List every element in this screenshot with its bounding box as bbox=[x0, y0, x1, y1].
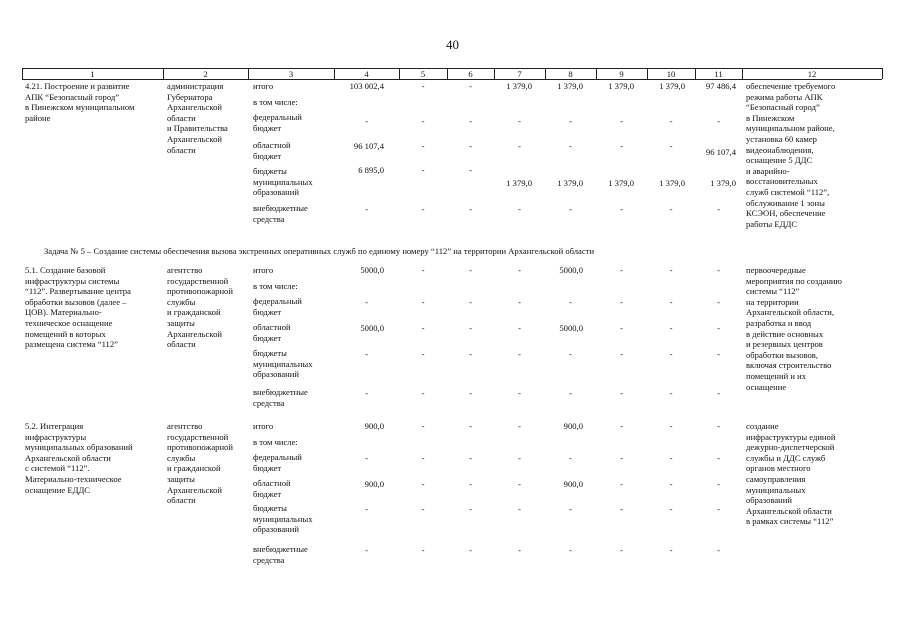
source-incl-label: в том числе: bbox=[253, 437, 298, 447]
source-federal-label: федеральный bbox=[253, 296, 302, 306]
value-cell: - bbox=[421, 141, 425, 151]
value-cell: 900,0 bbox=[563, 421, 583, 431]
executor-name: и гражданской bbox=[167, 307, 221, 318]
value-cell: - bbox=[669, 349, 673, 359]
value-cell: - bbox=[421, 453, 425, 463]
value-cell: - bbox=[569, 504, 572, 514]
value-cell: - bbox=[365, 349, 368, 359]
value-cell: 900,0 bbox=[364, 421, 384, 431]
value-cell: - bbox=[469, 323, 472, 333]
expected-result: разработка и ввод bbox=[746, 318, 812, 328]
value-cell: - bbox=[518, 204, 521, 214]
activity-name: обработки вызовов (далее – bbox=[25, 296, 127, 307]
value-cell: - bbox=[569, 545, 572, 555]
value-cell: - bbox=[421, 204, 425, 214]
value-cell: 1 379,0 bbox=[710, 178, 736, 188]
expected-result: обслуживание 1 зоны bbox=[746, 197, 825, 208]
value-cell: - bbox=[717, 504, 720, 514]
value-cell: - bbox=[569, 297, 572, 307]
value-cell: - bbox=[717, 349, 720, 359]
source-extra-label: внебюджетные bbox=[253, 203, 308, 213]
source-regional-label: областной bbox=[253, 140, 291, 150]
executor-name: агентство bbox=[167, 265, 203, 275]
value-cell: - bbox=[469, 165, 472, 175]
expected-result: муниципальном районе, bbox=[746, 123, 835, 134]
executor-name: государственной bbox=[167, 431, 229, 442]
value-cell: - bbox=[469, 421, 472, 431]
value-cell: - bbox=[421, 165, 425, 175]
value-cell: - bbox=[518, 116, 521, 126]
value-cell: 103 002,4 bbox=[349, 81, 384, 91]
executor-name: и гражданской bbox=[167, 463, 221, 474]
executor-name: защиты bbox=[167, 318, 195, 328]
value-cell: - bbox=[569, 388, 572, 398]
executor-name: противопожарной bbox=[167, 286, 233, 297]
expected-result: “Безопасный город” bbox=[746, 102, 820, 113]
value-cell: - bbox=[365, 504, 368, 514]
value-cell: - bbox=[469, 116, 472, 126]
activity-name: 5.1. Создание базовой bbox=[25, 265, 106, 275]
source-regional-label: бюджет bbox=[253, 332, 282, 343]
source-extra-label: внебюджетные bbox=[253, 387, 308, 397]
value-cell: - bbox=[421, 349, 425, 359]
activity-name: с системой “112”. bbox=[25, 463, 90, 474]
value-cell: - bbox=[469, 504, 472, 514]
value-cell: - bbox=[620, 349, 623, 359]
value-cell: - bbox=[620, 204, 623, 214]
value-cell: - bbox=[669, 479, 673, 489]
value-cell: - bbox=[421, 504, 425, 514]
column-number: 8 bbox=[568, 69, 573, 79]
column-number: 7 bbox=[517, 69, 522, 79]
executor-name: области bbox=[167, 495, 196, 506]
executor-name: Губернатора bbox=[167, 91, 213, 102]
value-cell: - bbox=[469, 265, 472, 275]
source-total-label: итого bbox=[253, 265, 274, 275]
value-cell: - bbox=[717, 204, 720, 214]
expected-result: оснащение 5 ДДС bbox=[746, 155, 813, 166]
value-cell: 1 379,0 bbox=[506, 178, 532, 188]
value-cell: 96 107,4 bbox=[705, 147, 736, 157]
value-cell: 900,0 bbox=[364, 479, 384, 489]
expected-result: Архангельской области, bbox=[746, 307, 835, 318]
expected-result: работы ЕДДС bbox=[746, 218, 798, 229]
value-cell: - bbox=[717, 265, 720, 275]
source-municipal-label: образований bbox=[253, 187, 299, 198]
value-cell: - bbox=[620, 453, 623, 463]
value-cell: - bbox=[469, 297, 472, 307]
activity-name: техническое оснащение bbox=[25, 318, 113, 328]
value-cell: - bbox=[518, 265, 521, 275]
value-cell: - bbox=[620, 297, 623, 307]
source-regional-label: бюджет bbox=[253, 488, 282, 499]
value-cell: - bbox=[669, 453, 673, 463]
expected-result: восстановительных bbox=[746, 176, 818, 187]
value-cell: - bbox=[421, 479, 425, 489]
executor-name: области bbox=[167, 339, 196, 350]
value-cell: 1 379,0 bbox=[608, 178, 634, 188]
source-regional-label: областной bbox=[253, 478, 291, 488]
column-number: 10 bbox=[666, 69, 676, 79]
value-cell: - bbox=[518, 421, 521, 431]
value-cell: - bbox=[717, 479, 720, 489]
expected-result: в рамках системы “112” bbox=[746, 516, 834, 527]
value-cell: - bbox=[421, 116, 425, 126]
activity-name: Архангельской области bbox=[25, 452, 111, 463]
source-municipal-label: муниципальных bbox=[253, 358, 313, 369]
value-cell: - bbox=[620, 479, 623, 489]
source-regional-label: областной bbox=[253, 322, 291, 332]
value-cell: 5000,0 bbox=[559, 323, 583, 333]
value-cell: 96 107,4 bbox=[353, 141, 384, 151]
expected-result: оснащение bbox=[746, 381, 787, 392]
expected-result: обеспечение требуемого bbox=[746, 81, 836, 91]
activity-name: инфраструктуры bbox=[25, 431, 87, 442]
column-number: 12 bbox=[807, 69, 817, 79]
value-cell: 900,0 bbox=[563, 479, 583, 489]
value-cell: - bbox=[569, 204, 572, 214]
value-cell: - bbox=[669, 141, 673, 151]
expected-result: муниципальных bbox=[746, 484, 806, 495]
value-cell: - bbox=[669, 297, 673, 307]
value-cell: 1 379,0 bbox=[659, 178, 685, 188]
expected-result: на территории bbox=[746, 296, 799, 307]
column-number: 4 bbox=[364, 69, 369, 79]
source-municipal-label: бюджеты bbox=[253, 503, 287, 513]
value-cell: - bbox=[518, 141, 521, 151]
expected-result: образований bbox=[746, 495, 792, 506]
source-total-label: итого bbox=[253, 421, 274, 431]
executor-name: противопожарной bbox=[167, 442, 233, 453]
source-extra-label: средства bbox=[253, 397, 285, 408]
value-cell: - bbox=[469, 141, 472, 151]
executor-name: и Правительства bbox=[167, 123, 228, 134]
expected-result: в действие основных bbox=[746, 328, 824, 339]
value-cell: - bbox=[669, 504, 673, 514]
expected-result: обработки вызовов, bbox=[746, 349, 818, 360]
value-cell: - bbox=[469, 349, 472, 359]
executor-name: области bbox=[167, 112, 196, 123]
activity-name: размещена система “112” bbox=[25, 339, 118, 350]
value-cell: - bbox=[620, 323, 623, 333]
column-number: 11 bbox=[714, 69, 723, 79]
value-cell: - bbox=[518, 349, 521, 359]
value-cell: - bbox=[469, 388, 472, 398]
executor-name: Архангельской bbox=[167, 134, 222, 144]
value-cell: - bbox=[421, 81, 425, 91]
executor-name: службы bbox=[167, 452, 196, 463]
source-extra-label: внебюджетные bbox=[253, 544, 308, 554]
activity-name: в Пинежском муниципальном bbox=[25, 102, 135, 113]
executor-name: Архангельской bbox=[167, 328, 222, 339]
executor-name: области bbox=[167, 144, 196, 155]
expected-result: и резервных центров bbox=[746, 339, 823, 350]
value-cell: - bbox=[569, 116, 572, 126]
value-cell: - bbox=[518, 323, 521, 333]
expected-result: самоуправления bbox=[746, 474, 806, 484]
value-cell: - bbox=[469, 81, 472, 91]
expected-result: включая строительство bbox=[746, 360, 832, 371]
column-number: 6 bbox=[468, 69, 473, 79]
activity-name: муниципальных образований bbox=[25, 442, 133, 453]
expected-result: органов местного bbox=[746, 463, 811, 474]
source-extra-label: средства bbox=[253, 554, 285, 565]
column-number: 2 bbox=[203, 69, 208, 79]
value-cell: - bbox=[518, 297, 521, 307]
value-cell: - bbox=[518, 479, 521, 489]
value-cell: - bbox=[469, 204, 472, 214]
activity-name: АПК “Безопасный город” bbox=[25, 91, 120, 102]
value-cell: - bbox=[421, 323, 425, 333]
source-incl-label: в том числе: bbox=[253, 281, 298, 291]
value-cell: - bbox=[669, 388, 673, 398]
source-municipal-label: образований bbox=[253, 369, 299, 380]
task-heading: Задача № 5 – Создание системы обеспечения вызова экстренных оперативных служб по единому номеру “112” на территории Архангельской области bbox=[44, 246, 595, 256]
value-cell: - bbox=[365, 453, 368, 463]
activity-name: “112”. Развертывание центра bbox=[25, 286, 131, 297]
executor-name: государственной bbox=[167, 275, 229, 286]
value-cell: - bbox=[469, 453, 472, 463]
expected-result: КСЭОН, обеспечение bbox=[746, 208, 826, 219]
value-cell: - bbox=[620, 116, 623, 126]
value-cell: - bbox=[717, 323, 720, 333]
source-municipal-label: бюджеты bbox=[253, 166, 287, 176]
expected-result: в Пинежском bbox=[746, 112, 795, 123]
activity-name: 4.21. Построение и развитие bbox=[25, 81, 130, 91]
value-cell: - bbox=[620, 265, 623, 275]
value-cell: - bbox=[569, 141, 572, 151]
value-cell: - bbox=[717, 453, 720, 463]
value-cell: - bbox=[518, 545, 521, 555]
activity-name: оснащение ЕДДС bbox=[25, 484, 91, 495]
executor-name: администрация bbox=[167, 81, 224, 91]
value-cell: - bbox=[569, 453, 572, 463]
value-cell: - bbox=[365, 545, 368, 555]
source-municipal-label: муниципальных bbox=[253, 513, 313, 524]
value-cell: - bbox=[717, 421, 720, 431]
source-regional-label: бюджет bbox=[253, 150, 282, 161]
value-cell: 5000,0 bbox=[360, 265, 384, 275]
activity-name: помещений в которых bbox=[25, 328, 106, 339]
value-cell: 97 486,4 bbox=[705, 81, 736, 91]
expected-result: создание bbox=[746, 421, 779, 431]
expected-result: первоочередные bbox=[746, 265, 806, 275]
value-cell: 6 895,0 bbox=[358, 165, 384, 175]
value-cell: - bbox=[421, 421, 425, 431]
value-cell: 1 379,0 bbox=[608, 81, 634, 91]
expected-result: видеонаблюдения, bbox=[746, 144, 814, 155]
value-cell: - bbox=[469, 479, 472, 489]
value-cell: - bbox=[669, 545, 673, 555]
executor-name: защиты bbox=[167, 474, 195, 484]
source-federal-label: бюджет bbox=[253, 462, 282, 473]
column-number: 3 bbox=[288, 69, 294, 79]
source-federal-label: бюджет bbox=[253, 306, 282, 317]
value-cell: - bbox=[620, 141, 623, 151]
source-total-label: итого bbox=[253, 81, 274, 91]
expected-result: дежурно-диспетчерской bbox=[746, 442, 835, 453]
source-incl-label: в том числе: bbox=[253, 97, 298, 107]
value-cell: - bbox=[365, 204, 368, 214]
expected-result: и аварийно- bbox=[746, 165, 790, 176]
expected-result: системы “112” bbox=[746, 286, 800, 297]
value-cell: - bbox=[620, 545, 623, 555]
expected-result: мероприятия по созданию bbox=[746, 275, 842, 286]
executor-name: агентство bbox=[167, 421, 203, 431]
value-cell: - bbox=[669, 323, 673, 333]
source-federal-label: бюджет bbox=[253, 122, 282, 133]
value-cell: - bbox=[365, 116, 368, 126]
expected-result: режима работы АПК bbox=[746, 91, 823, 102]
activity-name: районе bbox=[25, 112, 51, 123]
activity-name: 5.2. Интеграция bbox=[25, 421, 84, 431]
expected-result: инфраструктуры единой bbox=[746, 431, 836, 442]
value-cell: 5000,0 bbox=[559, 265, 583, 275]
value-cell: - bbox=[717, 388, 720, 398]
value-cell: - bbox=[365, 388, 368, 398]
value-cell: - bbox=[518, 504, 521, 514]
source-municipal-label: муниципальных bbox=[253, 176, 313, 187]
activity-name: Материально-техническое bbox=[25, 474, 122, 484]
value-cell: - bbox=[620, 388, 623, 398]
expected-result: служб системой “112”, bbox=[746, 187, 830, 197]
value-cell: - bbox=[421, 545, 425, 555]
column-number: 9 bbox=[619, 69, 624, 79]
activity-name: ЦОВ). Материально- bbox=[25, 307, 102, 318]
value-cell: - bbox=[620, 421, 623, 431]
value-cell: - bbox=[717, 116, 720, 126]
executor-name: службы bbox=[167, 296, 196, 307]
source-federal-label: федеральный bbox=[253, 112, 302, 122]
source-extra-label: средства bbox=[253, 213, 285, 224]
page-number: 40 bbox=[446, 37, 459, 52]
executor-name: Архангельской bbox=[167, 102, 222, 113]
value-cell: 5000,0 bbox=[360, 323, 384, 333]
value-cell: - bbox=[669, 204, 673, 214]
value-cell: - bbox=[669, 421, 673, 431]
value-cell: - bbox=[620, 504, 623, 514]
value-cell: 1 379,0 bbox=[506, 81, 532, 91]
header-column-border bbox=[882, 68, 883, 79]
value-cell: - bbox=[717, 297, 720, 307]
expected-result: службы и ДДС служб bbox=[746, 452, 826, 463]
value-cell: 1 379,0 bbox=[557, 178, 583, 188]
source-federal-label: федеральный bbox=[253, 452, 302, 462]
column-number: 1 bbox=[90, 69, 95, 79]
value-cell: 1 379,0 bbox=[659, 81, 685, 91]
expected-result: помещений и их bbox=[746, 371, 807, 381]
value-cell: - bbox=[669, 116, 673, 126]
value-cell: - bbox=[518, 453, 521, 463]
value-cell: - bbox=[518, 388, 521, 398]
value-cell: - bbox=[421, 297, 425, 307]
value-cell: - bbox=[669, 265, 673, 275]
column-number: 5 bbox=[420, 69, 426, 79]
value-cell: - bbox=[365, 297, 368, 307]
value-cell: - bbox=[421, 388, 425, 398]
value-cell: - bbox=[717, 545, 720, 555]
activity-name: инфраструктуры системы bbox=[25, 275, 120, 286]
source-municipal-label: бюджеты bbox=[253, 348, 287, 358]
value-cell: - bbox=[421, 265, 425, 275]
value-cell: 1 379,0 bbox=[557, 81, 583, 91]
expected-result: установка 60 камер bbox=[746, 134, 817, 144]
value-cell: - bbox=[569, 349, 572, 359]
source-municipal-label: образований bbox=[253, 524, 299, 535]
expected-result: Архангельской области bbox=[746, 505, 832, 516]
executor-name: Архангельской bbox=[167, 484, 222, 495]
value-cell: - bbox=[469, 545, 472, 555]
